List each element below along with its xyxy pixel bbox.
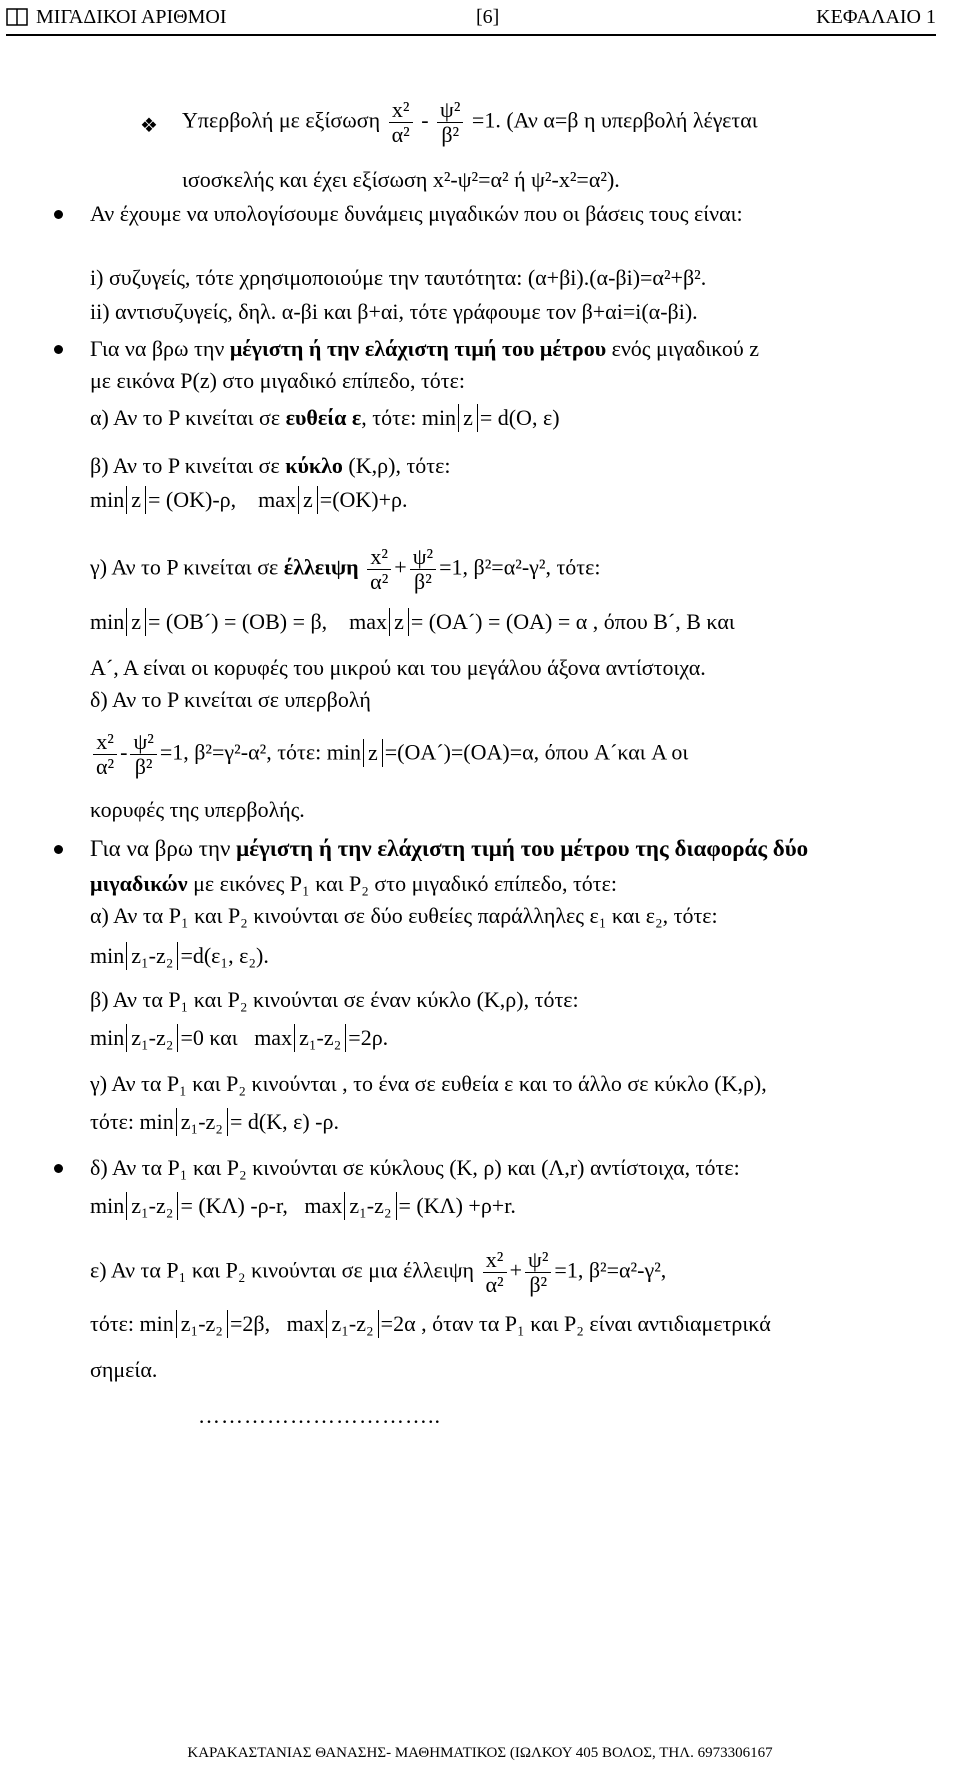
hyperbola-label: Υπερβολή με εξίσωση: [182, 107, 381, 133]
modulus-line-c: γ) Αν το P κινείται σε έλλειψη $\frac{\text{x²}}{\text{α²}}$ + $\frac{\text{ψ²}}{\text{β²}}$ =1, β²=α²-γ², τότε:: [90, 544, 601, 594]
difference-intro-2: μιγαδικών με εικόνες P₁ και P₂ στο μιγαδικό επίπεδο, τότε:: [90, 871, 617, 896]
difference-intro: Για να βρω την μέγιστη ή την ελάχιστη τιμή του μέτρου της διαφοράς δύο: [90, 836, 809, 861]
page-footer: ΚΑΡΑΚΑΣΤΑΝΙΑΣ ΘΑΝΑΣΗΣ- ΜΑΘΗΜΑΤΙΚΟΣ (ΙΩΛΚΟΥ 405 ΒΟΛΟΣ, ΤΗΛ. 6973306167: [187, 1745, 773, 1761]
powers-i: i) συζυγείς, τότε χρησιμοποιούμε την ταυτότητα: (α+βi).(α-βi)=α²+β².: [90, 265, 707, 290]
difference-line-a: α) Αν τα P₁ και P₂ κινούνται σε δύο ευθείες παράλληλες ε₁ και ε₂, τότε:: [90, 903, 718, 928]
modulus-line-d: δ) Αν το P κινείται σε υπερβολή: [90, 687, 371, 712]
book-icon: [6, 8, 28, 26]
header-page-number: [6]: [476, 6, 500, 28]
bullet-icon: [54, 845, 63, 854]
fraction: $\frac{\text{ψ²}}{\text{β²}}$: [410, 545, 436, 594]
modulus-line-a: α) Αν το P κινείται σε ευθεία ε, τότε: min z = d(O, ε): [90, 405, 560, 430]
difference-line-e2: τότε: min z₁-z₂ =2β, max z₁-z₂ =2α , όταν τα P₁ και P₂ είναι αντιδιαμετρικά: [90, 1311, 771, 1336]
difference-line-e: ε) Αν τα P₁ και P₂ κινούνται σε μια έλλειψη $\frac{\text{x²}}{\text{α²}}$ + $\frac{\text{ψ²}}{\text{β²}}$ =1, β²=α²-γ²,: [90, 1247, 667, 1297]
modulus-intro: Για να βρω την μέγιστη ή την ελάχιστη τιμή του μέτρου ενός μιγαδικού z: [90, 336, 760, 361]
difference-line-e3: σημεία.: [90, 1357, 158, 1382]
bullet-icon: [54, 1164, 63, 1173]
difference-line-d2: min z₁-z₂ = (KΛ) -ρ-r, max z₁-z₂ = (KΛ) +ρ+r.: [90, 1193, 516, 1218]
modulus-intro-2: με εικόνα P(z) στο μιγαδικό επίπεδο, τότε:: [90, 368, 465, 393]
powers-ii: ii) αντισυζυγείς, δηλ. α-βi και β+αi, τότε γράφουμε τον β+αi=i(α-βi).: [90, 299, 698, 324]
modulus-line-c2: min z = (OB´) = (OB) = β, max z = (OA´) = (OA) = α , όπου B´, B και: [90, 609, 735, 634]
fraction: $\frac{\text{ψ²}}{\text{β²}}$: [525, 1248, 551, 1297]
modulus-line-d3: κορυφές της υπερβολής.: [90, 797, 305, 822]
fraction: $\frac{\text{x²}}{\text{α²}}$: [93, 730, 117, 779]
bullet-icon: [54, 345, 63, 354]
difference-line-c: γ) Αν τα P₁ και P₂ κινούνται , το ένα σε ευθεία ε και το άλλο σε κύκλο (K,ρ),: [90, 1071, 767, 1096]
hyperbola-line-2: ισοσκελής και έχει εξίσωση x²-ψ²=α² ή ψ²-x²=α²).: [182, 167, 620, 192]
difference-line-a2: min z₁-z₂ =d(ε₁, ε₂).: [90, 943, 269, 968]
modulus-line-b: β) Αν το P κινείται σε κύκλο (K,ρ), τότε:: [90, 453, 451, 478]
bullet-icon: [54, 210, 63, 219]
fraction: $\frac{\text{ψ²}}{\text{β²}}$: [130, 730, 156, 779]
modulus-line-b2: min z = (OK)-ρ, max z =(OK)+ρ.: [90, 487, 408, 512]
difference-line-b2: min z₁-z₂ =0 και max z₁-z₂ =2ρ.: [90, 1025, 389, 1050]
fraction: $\frac{\text{ψ²}}{\text{β²}}$: [437, 98, 463, 147]
difference-line-d: δ) Αν τα P₁ και P₂ κινούνται σε κύκλους (K, ρ) και (Λ,r) αντίστοιχα, τότε:: [90, 1155, 740, 1180]
modulus-line-c3: A´, A είναι οι κορυφές του μικρού και του μεγάλου άξονα αντίστοιχα.: [90, 655, 706, 680]
fraction: $\frac{\text{x²}}{\text{α²}}$: [389, 98, 413, 147]
powers-intro: Αν έχουμε να υπολογίσουμε δυνάμεις μιγαδικών που οι βάσεις τους είναι:: [90, 201, 743, 226]
fraction: $\frac{\text{x²}}{\text{α²}}$: [367, 545, 391, 594]
diamond-bullet-icon: ❖: [140, 115, 158, 137]
difference-line-b: β) Αν τα P₁ και P₂ κινούνται σε έναν κύκλο (K,ρ), τότε:: [90, 987, 579, 1012]
header-chapter: ΚΕΦΑΛΑΙΟ 1: [816, 6, 936, 28]
header-title: ΜΙΓΑΔΙΚΟΙ ΑΡΙΘΜΟΙ: [36, 6, 227, 28]
hyperbola-line: Υπερβολή με εξίσωση $\frac{\text{x²}}{\text{α²}}$ - $\frac{\text{ψ²}}{\text{β²}}$ =1. (Αν α=β η υπερβολή λέγεται: [182, 97, 758, 147]
difference-line-c2: τότε: min z₁-z₂ = d(K, ε) -ρ.: [90, 1109, 339, 1134]
fraction: $\frac{\text{x²}}{\text{α²}}$: [483, 1248, 507, 1297]
ellipsis-dots: …………………………..: [198, 1403, 441, 1428]
page-header: [6, 6, 936, 36]
modulus-line-d2: $\frac{\text{x²}}{\text{α²}}$ - $\frac{\text{ψ²}}{\text{β²}}$ =1, β²=γ²-α², τότε: min z =(OA´)=(OA)=α, όπου A´και A οι: [90, 730, 688, 779]
